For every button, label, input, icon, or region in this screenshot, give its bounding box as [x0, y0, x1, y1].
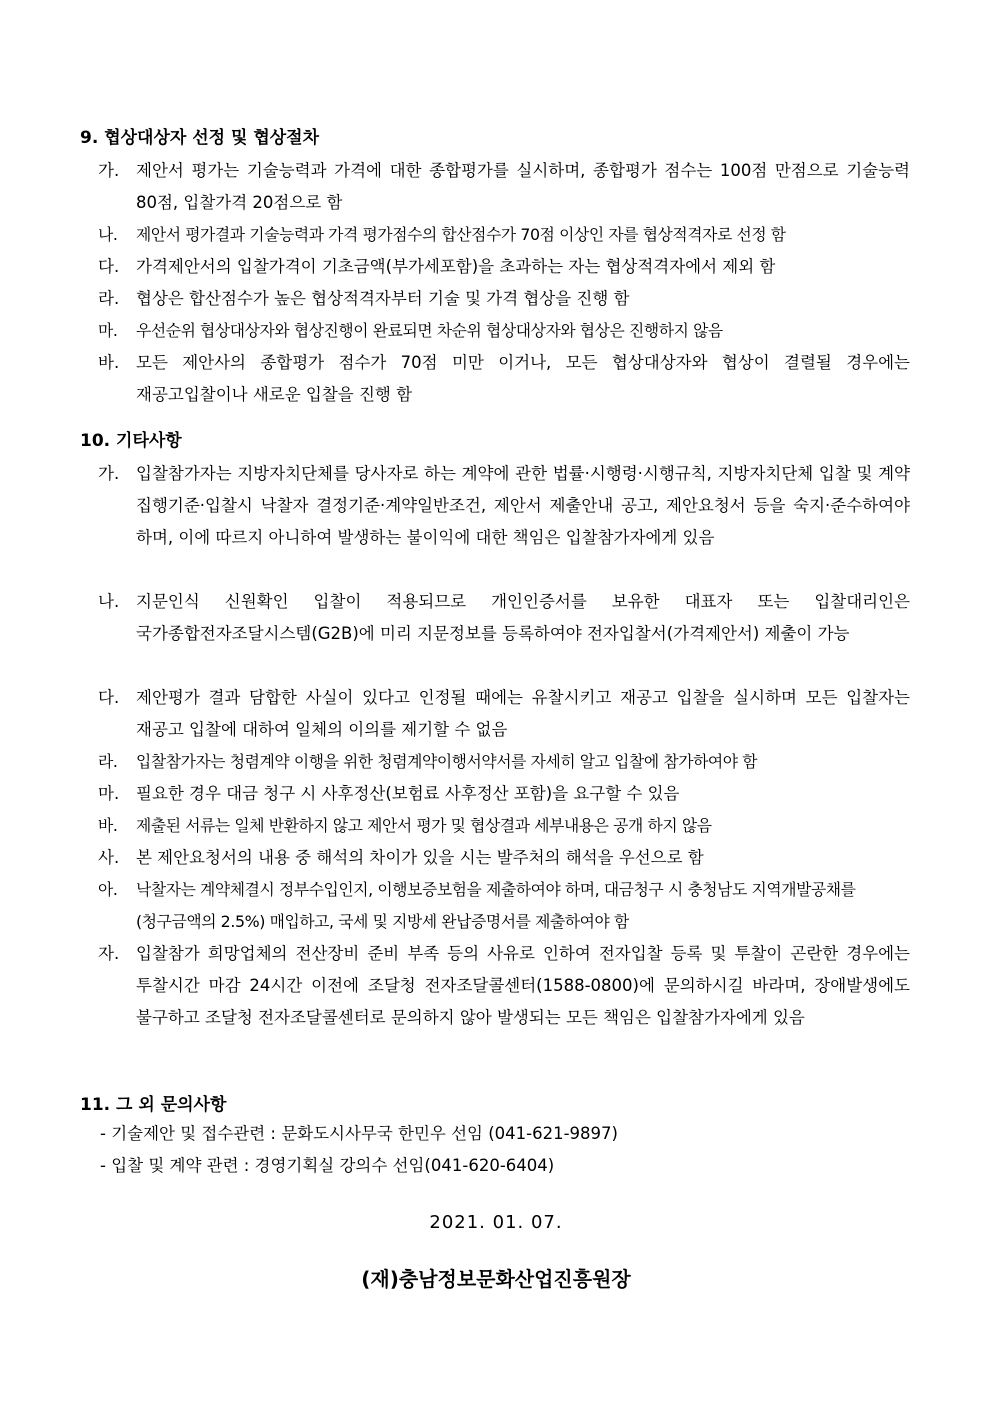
- section-10-item-sa: [98, 842, 910, 874]
- item-marker: 아.: [98, 880, 118, 899]
- item-marker: 바.: [98, 353, 120, 372]
- item-text: 낙찰자는 계약체결시 정부수입인지, 이행보증보험을 제출하여야 하며, 대금청구 시 충청남도 지역개발공채를(청구금액의 2.5%) 매입하고, 국세 및 지방세 완납증명서를 제출하여야 함: [136, 880, 856, 931]
- section-9-heading: 9. 협상대상자 선정 및 협상절차: [80, 128, 320, 148]
- section-9-item-na: [98, 219, 910, 251]
- item-marker: 라.: [98, 752, 118, 771]
- issuing-organization: (재)충남정보문화산업진흥원장: [361, 1267, 631, 1291]
- section-9-item-da: [98, 251, 910, 283]
- item-text: 제안서 평가는 기술능력과 가격에 대한 종합평가를 실시하며, 종합평가 점수는 100점 만점으로 기술능력 80점, 입찰가격 20점으로 함: [136, 161, 910, 212]
- section-11-heading: 11. 그 외 문의사항: [80, 1095, 227, 1115]
- item-marker: 사.: [98, 848, 120, 867]
- item-text: 협상은 합산점수가 높은 협상적격자부터 기술 및 가격 협상을 진행 함: [136, 289, 630, 308]
- item-marker: 마.: [98, 784, 120, 803]
- item-marker: 나.: [98, 225, 118, 244]
- item-text: 입찰참가 희망업체의 전산장비 준비 부족 등의 사유로 인하여 전자입찰 등록 및 투찰이 곤란한 경우에는 투찰시간 마감 24시간 이전에 조달청 전자조달콜센터(1588-0800)에 문의하시길 바라며, 장애발생에도 불구하고 조달청 전자조달콜센터로 문의하지 않아 발생되는 모든 책임은 입찰참가자에게 있음: [136, 944, 910, 1027]
- item-marker: 나.: [98, 592, 120, 611]
- contact-bidding: - 입찰 및 계약 관련 : 경영기획실 강의수 선임(041-620-6404): [100, 1156, 555, 1175]
- section-10-item-da: [98, 682, 910, 746]
- item-marker: 가.: [98, 161, 120, 180]
- item-marker: 다.: [98, 688, 120, 707]
- section-10-item-ja: [98, 938, 910, 1034]
- item-marker: 바.: [98, 816, 118, 835]
- item-marker: 가.: [98, 464, 120, 483]
- section-9-item-ma: [98, 315, 910, 347]
- section-10-item-ma: [98, 778, 910, 810]
- item-marker: 다.: [98, 257, 120, 276]
- item-text: 가격제안서의 입찰가격이 기초금액(부가세포함)을 초과하는 자는 협상적격자에서 제외 함: [136, 257, 776, 276]
- section-9-item-ba: [98, 347, 910, 411]
- item-marker: 자.: [98, 944, 120, 963]
- item-text: 입찰참가자는 청렴계약 이행을 위한 청렴계약이행서약서를 자세히 알고 입찰에 참가하여야 함: [136, 752, 758, 771]
- item-text: 필요한 경우 대금 청구 시 사후정산(보험료 사후정산 포함)을 요구할 수 있음: [136, 784, 680, 803]
- item-text: 모든 제안사의 종합평가 점수가 70점 미만 이거나, 모든 협상대상자와 협상이 결렬될 경우에는 재공고입찰이나 새로운 입찰을 진행 함: [136, 353, 910, 404]
- item-marker: 마.: [98, 321, 118, 340]
- section-10-item-ba: [98, 810, 910, 842]
- item-text: 본 제안요청서의 내용 중 해석의 차이가 있을 시는 발주처의 해석을 우선으로 함: [136, 848, 704, 867]
- item-text: 우선순위 협상대상자와 협상진행이 완료되면 차순위 협상대상자와 협상은 진행하지 않음: [136, 321, 723, 340]
- item-marker: 라.: [98, 289, 120, 308]
- document-date: 2021. 01. 07.: [429, 1212, 563, 1233]
- section-9-item-ga: [98, 155, 910, 219]
- item-text: 제안평가 결과 담합한 사실이 있다고 인정될 때에는 유찰시키고 재공고 입찰을 실시하며 모든 입찰자는 재공고 입찰에 대하여 일체의 이의를 제기할 수 없음: [136, 688, 910, 739]
- section-9-item-ra: [98, 283, 910, 315]
- section-10-item-na: [98, 586, 910, 650]
- item-text: 제안서 평가결과 기술능력과 가격 평가점수의 합산점수가 70점 이상인 자를 협상적격자로 선정 함: [136, 225, 786, 244]
- section-10-heading: 10. 기타사항: [80, 431, 182, 451]
- section-10-item-ga: [98, 458, 910, 554]
- section-10-item-ra: [98, 746, 910, 778]
- section-10-item-a: [98, 874, 910, 938]
- item-text: 입찰참가자는 지방자치단체를 당사자로 하는 계약에 관한 법률·시행령·시행규칙, 지방자치단체 입찰 및 계약 집행기준·입찰시 낙찰자 결정기준·계약일반조건, 제안서 제출안내 공고, 제안요청서 등을 숙지·준수하여야 하며, 이에 따르지 아니하여 발생하는 불이익에 대한 책임은 입찰참가자에게 있음: [136, 464, 910, 547]
- item-text: 제출된 서류는 일체 반환하지 않고 제안서 평가 및 협상결과 세부내용은 공개 하지 않음: [136, 816, 712, 835]
- item-text: 지문인식 신원확인 입찰이 적용되므로 개인인증서를 보유한 대표자 또는 입찰대리인은 국가종합전자조달시스템(G2B)에 미리 지문정보를 등록하여야 전자입찰서(가격제안서) 제출이 가능: [136, 592, 910, 643]
- contact-technical: - 기술제안 및 접수관련 : 문화도시사무국 한민우 선임 (041-621-9897): [100, 1124, 618, 1143]
